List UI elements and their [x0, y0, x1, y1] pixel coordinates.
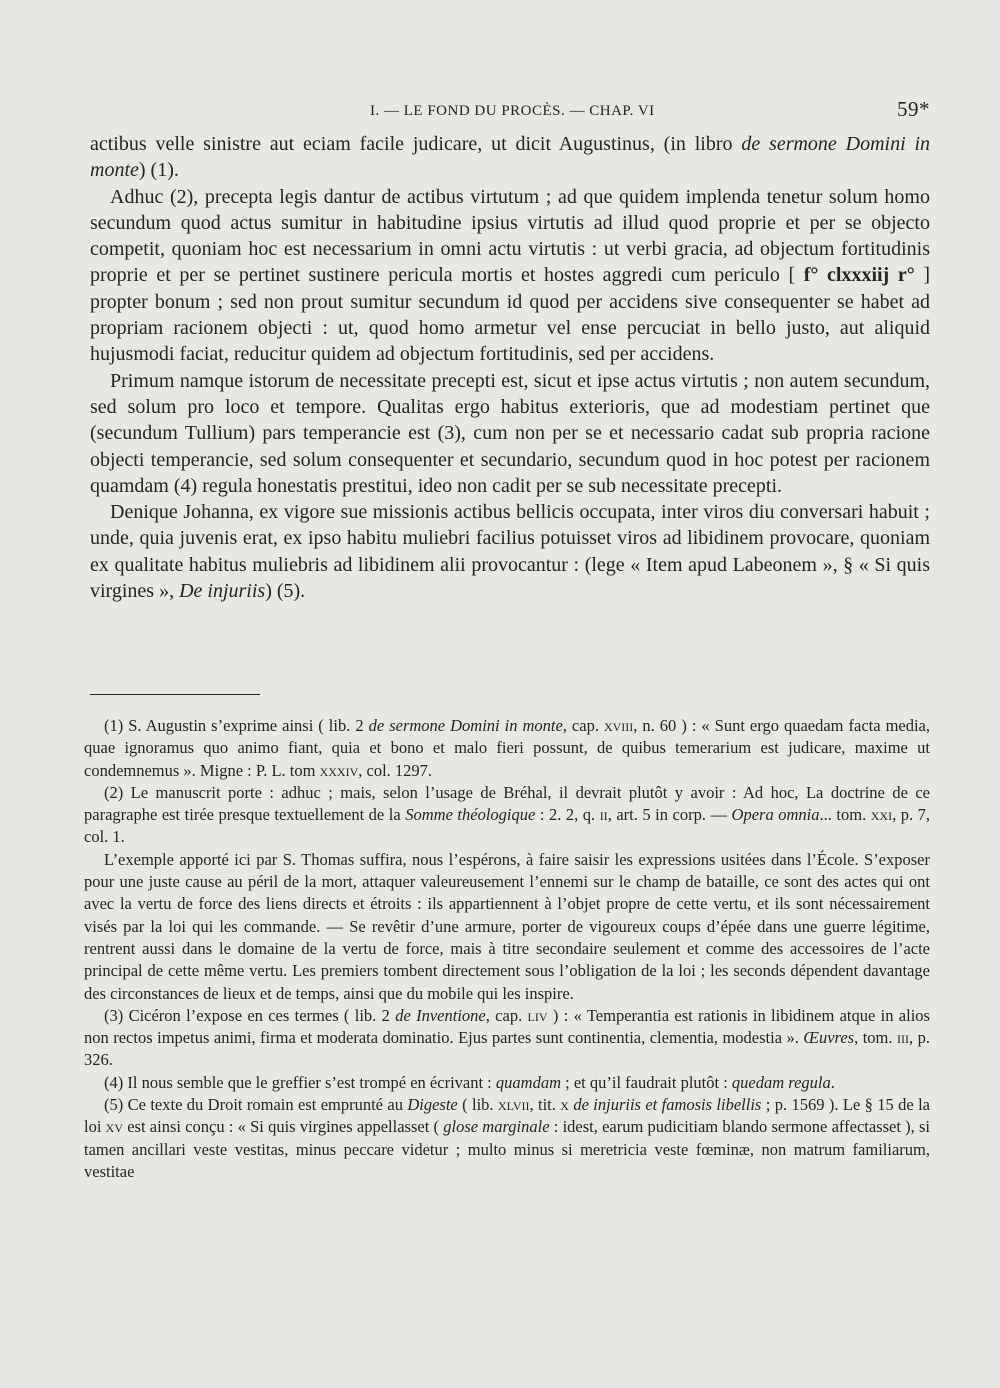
text-run: .: [830, 1072, 835, 1092]
italic-title: Digeste: [407, 1095, 458, 1115]
paragraph-4: [90, 499, 930, 604]
italic-title: de sermone Domini in monte: [90, 133, 931, 182]
paragraph-3: Primum namque istorum de necessitate precepti est, sicut et ipse actus virtutis ; non autem secundum, sed solum pro loco et tempore. Qualitas ergo habitus exterioris, que ad modestiam pertinet que (secundum Tullium) pars temperancie est (3), cum non per se et necessario cadat sub propria racione objecti temperancie, sed solum consequenter et secundario, secundum quod in hoc potest per racionem quamdam (4) regula honestatis prestitui, ideo non cadit per se sub necessitate precepti.: [90, 369, 930, 497]
roman-numeral: xxi: [870, 805, 893, 825]
paragraph-2: [90, 184, 930, 368]
roman-numeral: xv: [105, 1117, 123, 1137]
italic-title: De injuriis: [179, 580, 266, 603]
roman-numeral: ii: [599, 805, 608, 825]
footnotes: [84, 715, 930, 1183]
text-run: , tom.: [854, 1028, 898, 1048]
text-run: , cap.: [485, 1005, 528, 1025]
text-run: ( lib.: [457, 1095, 498, 1115]
text-run: : idest, earum pudicitiam blando sermone affectasset ), si tamen ancillari veste vestitas, minus peccare videtur ; multo minus si meretricia veste fœminæ, non matrum familiarum, vestitae: [84, 1117, 931, 1181]
italic-title: de sermone Domini in monte: [368, 716, 563, 735]
roman-numeral: xlvii: [497, 1095, 530, 1115]
italic-word: quamdam: [495, 1072, 561, 1092]
text-run: Denique Johanna, ex vigore sue missionis actibus bellicis occupata, inter viros diu conversari habuit ; unde, quia juvenis erat, ex ipso habitu muliebri facilius potuisset viros ad libidinem provocare, quoniam ex qualitate habitus muliebris ad libidinem alii provocantur : (lege « Item apud Labeonem », § « Si quis virgines »,: [90, 501, 930, 603]
text-run: ) (1).: [138, 159, 179, 182]
text-run: : 2. 2, q.: [535, 805, 600, 825]
text-run: ... tom.: [819, 805, 871, 825]
footnote-3: [84, 1005, 930, 1072]
text-run: est ainsi conçu : « Si quis virgines appellasset (: [123, 1117, 444, 1137]
text-run: actibus velle sinistre aut eciam facile judicare, ut dicit Augustinus, (in libro: [90, 133, 742, 155]
italic-title: de injuriis et famosis libellis: [573, 1095, 762, 1115]
text-run: , tit.: [529, 1095, 561, 1115]
roman-numeral: liv: [527, 1005, 548, 1025]
roman-numeral: x: [560, 1095, 569, 1115]
italic-word: glose marginale: [443, 1117, 550, 1137]
main-text: [90, 131, 930, 604]
italic-word: quedam regula: [731, 1072, 831, 1092]
italic-title: Œuvres: [803, 1028, 855, 1048]
text-run: (3) Cicéron l’expose en ces termes ( lib. 2: [104, 1005, 396, 1025]
text-run: ] propter bonum ; sed non prout sumitur secundum id quod per accidens sive consequenter se habet ad propriam racionem objecti : ut, quod homo armetur vel ense percuciat in bello justo, aut aliquid hujusmodi faciat, reducitur quidem ad objectum fortitudinis, sed per accidens.: [90, 264, 930, 366]
text-run: (5) Ce texte du Droit romain est emprunté au: [104, 1095, 408, 1115]
text-run: Adhuc (2), precepta legis dantur de actibus virtutum ; ad que quidem implenda tenetur solum homo secundum quod actus sumitur in habitudine ipsius virtutis ad illud quod proprie et per se objecto competit, quoniam hoc est necessarium in omni actu virtutis : ut verbi gracia, ad objectum fortitudinis proprie et per se pertinet sustinere pericula mortis et hostes aggredi cum periculo [: [90, 185, 930, 287]
footnote-5: [84, 1094, 930, 1183]
footnote-2-continued: L’exemple apporté ici par S. Thomas suffira, nous l’espérons, à faire saisir les expressions usitées dans l’École. S’exposer pour une juste cause au péril de la mort, attaquer valeureusement l’ennemi sur le champ de bataille, ce sont des actes qui ont avec la vertu de force des liens directs et étroits : ils appartiennent à l’objet propre de cette vertu, et ils sont nécessairement visés par la loi qui les commande. — Se revêtir d’une armure, porter de vigoureux coups d’épée dans une guerre légitime, rentrent aussi dans le domaine de la vertu de force, mais à titre secondaire seulement et comme des accessoires de l’acte principal de cette même vertu. Les premiers tombent directement sous l’obligation de la loi ; les seconds dépendent davantage des circonstances de lieux et de temps, ainsi que du mobile qui les inspire.: [84, 849, 930, 1003]
roman-numeral: xxxiv: [319, 760, 359, 780]
text-run: ) (5).: [265, 580, 306, 603]
text-run: ; et qu’il faudrait plutôt :: [561, 1072, 732, 1092]
text-run: (1) S. Augustin s’exprime ainsi ( lib. 2: [104, 716, 369, 735]
text-run: (2) Le manuscrit porte : adhuc ; mais, selon l’usage de Bréhal, il devrait plutôt y avoir : Ad hoc, La doctrine de ce paragraphe est tirée presque textuellement de la: [84, 782, 930, 825]
text-run: , art. 5 in corp. —: [607, 805, 732, 825]
text-run: (4) Il nous semble que le greffier s’est trompé en écrivant :: [104, 1072, 496, 1092]
running-head: I. — LE FOND DU PROCÈS. — CHAP. VI: [370, 103, 655, 119]
roman-numeral: iii: [897, 1028, 910, 1048]
footnote-divider: [90, 694, 260, 695]
italic-title: Opera omnia: [731, 805, 820, 825]
footnote-2: [84, 782, 930, 849]
page-number: 59*: [897, 97, 930, 121]
text-run: ; p. 1569 ). Le § 15 de la loi: [84, 1095, 930, 1137]
page-header: [90, 97, 930, 125]
roman-numeral: xviii: [603, 716, 634, 735]
italic-title: de Inventione: [395, 1005, 486, 1025]
text-run: ) : « Temperantia est rationis in libidinem atque in alios non rectos impetus animi, firma et moderata dominatio. Ejus partes sunt continentia, clementia, modestia ».: [84, 1005, 930, 1048]
folio-reference: f° clxxxiij r°: [803, 264, 915, 287]
paragraph-1: [90, 131, 930, 184]
text-run: , p. 326.: [84, 1028, 931, 1070]
text-run: , cap.: [562, 716, 604, 735]
text-run: , col. 1297.: [358, 760, 433, 780]
text-run: , n. 60 ) : « Sunt ergo quaedam facta media, quae ignoramus quo animo fiant, quia et bono et malo fieri possunt, de quibus temerarium est judicare, maxime ut condemnemus ». Migne : P. L. tom: [84, 716, 931, 780]
footnote-1: [84, 715, 930, 782]
text-run: , p. 7, col. 1.: [84, 805, 930, 847]
footnote-4: [84, 1072, 930, 1094]
italic-title: Somme théologique: [405, 805, 536, 825]
